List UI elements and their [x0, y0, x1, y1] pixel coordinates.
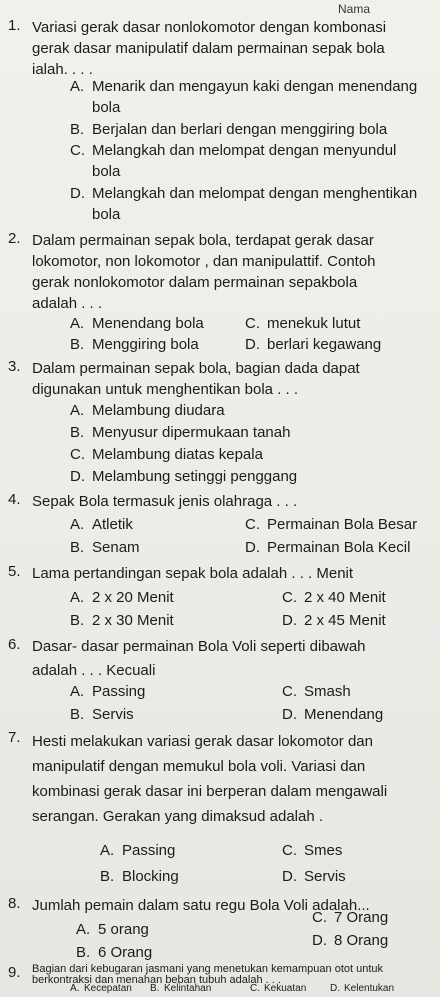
- option-a[interactable]: A. Kecepatan: [70, 983, 132, 994]
- option-d[interactable]: D. Permainan Bola Kecil: [245, 539, 411, 556]
- question-number: 1.: [8, 17, 21, 34]
- option-d-line2: bola: [92, 206, 121, 223]
- option-b[interactable]: B. Berjalan dan berlari dengan menggiring bola: [70, 121, 388, 138]
- question-number: 4.: [8, 491, 21, 508]
- question-number: 7.: [8, 729, 21, 746]
- option-c[interactable]: C. Permainan Bola Besar: [245, 516, 418, 533]
- option-b[interactable]: B. Menyusur dipermukaan tanah: [70, 424, 291, 441]
- option-b[interactable]: B. Senam: [70, 539, 140, 556]
- option-a[interactable]: A. Melambung diudara: [70, 402, 225, 419]
- option-c[interactable]: C. 2 x 40 Menit: [282, 589, 386, 606]
- question-number: 3.: [8, 358, 21, 375]
- option-b[interactable]: B. 6 Orang: [76, 944, 153, 961]
- option-c[interactable]: C. Smes: [282, 842, 343, 859]
- option-d[interactable]: D. Kelentukan: [330, 983, 395, 994]
- option-c[interactable]: C. Melangkah dan melompat dengan menyundul: [70, 142, 397, 159]
- option-d[interactable]: D. Melambung setinggi penggang: [70, 468, 298, 485]
- question-number: 6.: [8, 636, 21, 653]
- option-a-line2: bola: [92, 99, 121, 116]
- option-b[interactable]: B. 2 x 30 Menit: [70, 612, 174, 629]
- option-a[interactable]: A. Atletik: [70, 516, 133, 533]
- question-text: Sepak Bola termasuk jenis olahraga . . .: [32, 493, 298, 510]
- option-c[interactable]: C. 7 Orang: [312, 909, 389, 926]
- option-b[interactable]: B. Blocking: [100, 868, 179, 885]
- option-d[interactable]: D. 8 Orang: [312, 932, 389, 949]
- option-c[interactable]: C. Kekuatan: [250, 983, 307, 994]
- question-number: 5.: [8, 563, 21, 580]
- option-a[interactable]: A. Menendang bola: [70, 315, 204, 332]
- option-a[interactable]: A. 2 x 20 Menit: [70, 589, 174, 606]
- question-number: 9.: [8, 964, 21, 981]
- option-a[interactable]: A. 5 orang: [76, 921, 149, 938]
- option-b[interactable]: B. Menggiring bola: [70, 336, 199, 353]
- option-c[interactable]: C. menekuk lutut: [245, 315, 361, 332]
- option-d[interactable]: D. 2 x 45 Menit: [282, 612, 386, 629]
- option-d[interactable]: D. Servis: [282, 868, 346, 885]
- question-line: gerak dasar manipulatif dalam permainan sepak bola: [32, 40, 385, 57]
- question-text: Dalam permainan sepak bola, terdapat gerak dasar lokomotor, non lokomotor , dan manipulattif. Contoh gerak nonlokomotor dalam permainan sepakbola adalah . . .: [32, 232, 376, 312]
- option-b[interactable]: B. Servis: [70, 706, 134, 723]
- option-a[interactable]: A. Passing: [100, 842, 176, 859]
- option-a[interactable]: A. Passing: [70, 683, 146, 700]
- question-text: Bagian dari kebugaran jasmani yang menetukan kemampuan otot untuk berkontraksi dan menahan beban tubuh adalah . . .: [32, 963, 384, 986]
- question-text: Jumlah pemain dalam satu regu Bola Voli adalah...: [32, 897, 370, 914]
- option-d[interactable]: D. Melangkah dan melompat dengan menghentikan: [70, 185, 418, 202]
- option-d[interactable]: D. berlari kegawang: [245, 336, 382, 353]
- question-text: Dalam permainan sepak bola, bagian dada dapat digunakan untuk menghentikan bola . . .: [32, 360, 360, 398]
- question-text: Hesti melakukan variasi gerak dasar lokomotor dan manipulatif dengan memukul bola voli. Variasi dan kombinasi gerak dasar ini berperan dalam mengawali serangan. Gerakan yang dimaksud adalah .: [32, 733, 388, 825]
- question-text: Lama pertandingan sepak bola adalah . . . Menit: [32, 565, 354, 582]
- question-line: Variasi gerak dasar nonlokomotor dengan kombonasi: [32, 19, 387, 36]
- question-number: 2.: [8, 230, 21, 247]
- question-number: 8.: [8, 895, 21, 912]
- option-c-line2: bola: [92, 163, 121, 180]
- option-c[interactable]: C. Smash: [282, 683, 351, 700]
- option-b[interactable]: B. Kelintahan: [150, 983, 212, 994]
- question-text: [32, 17, 440, 80]
- name-label: Nama: [338, 2, 371, 16]
- question-line: ialah. . . .: [32, 61, 93, 78]
- option-c[interactable]: C. Melambung diatas kepala: [70, 446, 263, 463]
- option-d[interactable]: D. Menendang: [282, 706, 384, 723]
- option-a[interactable]: A. Menarik dan mengayun kaki dengan menendang: [70, 78, 418, 95]
- question-text: Dasar- dasar permainan Bola Voli seperti dibawah adalah . . . Kecuali: [32, 638, 366, 679]
